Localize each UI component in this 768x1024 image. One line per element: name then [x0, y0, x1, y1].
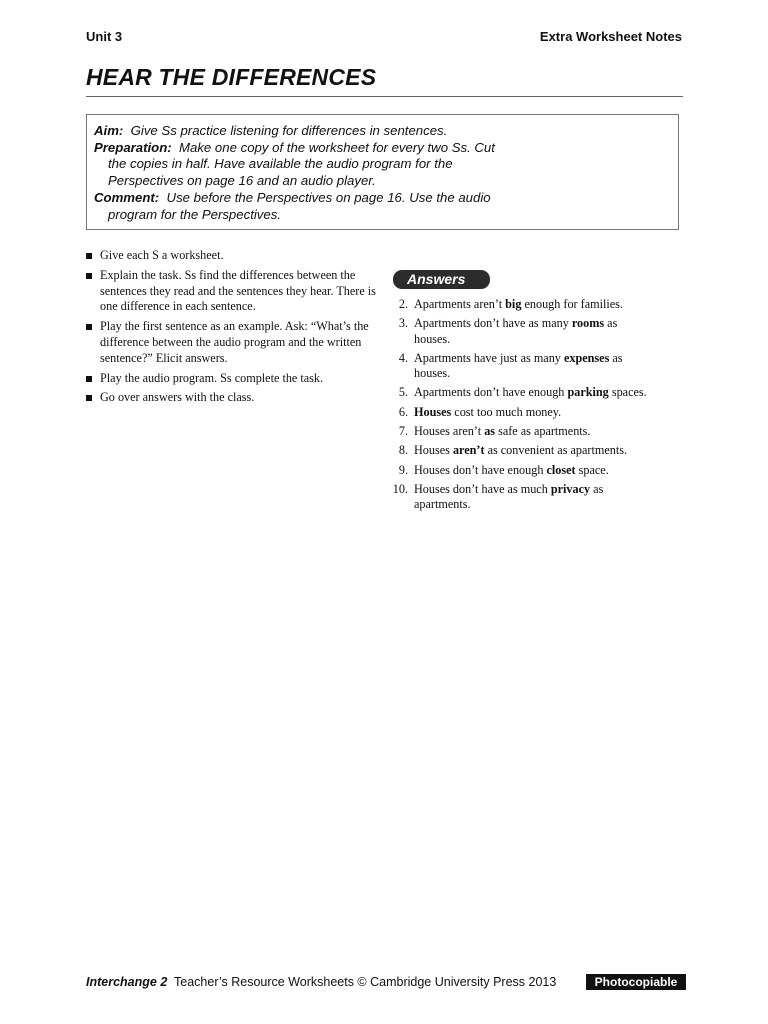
square-bullet-icon: [86, 324, 92, 330]
footer: [86, 975, 556, 989]
procedure-item: Explain the task. Ss find the differences between the sentences they read and the sentences they hear. There is one difference in each sentence.: [86, 268, 378, 315]
page-title: HEAR THE DIFFERENCES: [86, 64, 377, 90]
answer-item: 7. Houses aren’t as safe as apartments.: [398, 424, 591, 439]
aim-box: [86, 114, 679, 230]
title-rule: [86, 96, 683, 97]
photocopiable-badge: Photocopiable: [586, 974, 686, 990]
section-label: Extra Worksheet Notes: [539, 29, 682, 44]
answer-item: 2. Apartments aren’t big enough for families.: [398, 297, 623, 311]
procedure-item: Play the audio program. Ss complete the task.: [86, 371, 378, 387]
comment-line: [94, 190, 518, 223]
answer-item: 8. Houses aren’t as convenient as apartments.: [398, 443, 628, 458]
procedure-item: Give each S a worksheet.: [86, 248, 378, 264]
preparation-text: Make one copy of the worksheet for every two Ss. Cut the copies in half. Have available the audio program for the Perspectives on page 16 and an audio player.: [108, 139, 495, 189]
answers-badge: Answers: [393, 270, 490, 289]
answer-item: 6. Houses cost too much money.: [398, 404, 562, 419]
answer-item: 5. Apartments don’t have enough parking spaces.: [398, 385, 647, 400]
square-bullet-icon: [86, 395, 92, 401]
preparation-line: [94, 140, 508, 190]
aim-text: Give Ss practice listening for differences in sentences.: [130, 123, 448, 138]
preparation-label: Preparation:: [94, 139, 172, 155]
aim-label: Aim:: [94, 123, 124, 138]
procedure-item: Play the first sentence as an example. Ask: “What’s the difference between the audio program and the written sentence?” Elicit answers.: [86, 319, 378, 366]
answer-item: 3. Apartments don’t have as many rooms as houses.: [398, 316, 618, 346]
answer-item: 9. Houses don’t have enough closet space.: [398, 462, 609, 477]
footer-copyright: Teacher’s Resource Worksheets © Cambridge University Press 2013: [174, 975, 557, 989]
square-bullet-icon: [86, 253, 92, 259]
procedure-list: [86, 248, 378, 410]
square-bullet-icon: [86, 273, 92, 279]
unit-label: Unit 3: [86, 29, 123, 44]
comment-text: Use before the Perspectives on page 16. Use the audio program for the Perspectives.: [108, 189, 491, 222]
answers-list: [390, 297, 690, 517]
aim-line: [94, 123, 678, 140]
footer-brand: Interchange 2: [86, 975, 168, 989]
square-bullet-icon: [86, 376, 92, 382]
comment-label: Comment:: [94, 189, 160, 205]
answer-item: 10. Houses don’t have as much privacy as apartments.: [392, 481, 604, 512]
answer-item: 4. Apartments have just as many expenses as houses.: [398, 350, 623, 381]
procedure-item: Go over answers with the class.: [86, 390, 378, 406]
